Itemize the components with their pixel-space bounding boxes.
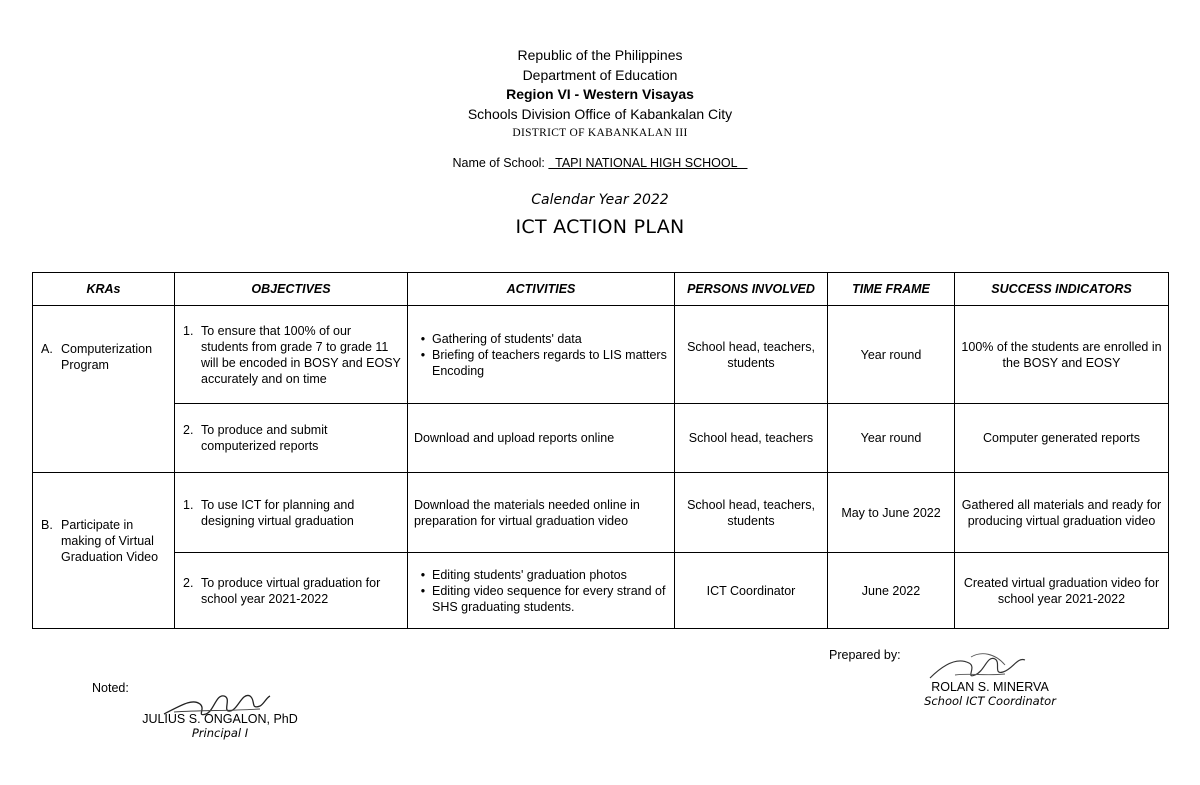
school-name: TAPI NATIONAL HIGH SCHOOL [548,156,748,170]
objective-number: 1. [183,323,194,338]
table-row [33,404,1169,473]
school-label: Name of School: [452,156,545,170]
success-cell: Gathered all materials and ready for producing virtual graduation video [955,473,1169,553]
header-district: DISTRICT OF KABANKALAN III [512,127,688,139]
document-header [0,46,1200,144]
table-row [33,553,1169,629]
objective-text: To produce virtual graduation for school year 2021-2022 [201,575,381,606]
col-header-time-frame: TIME FRAME [828,273,955,306]
table-row [33,306,1169,404]
objective-cell [175,473,408,553]
col-header-activities: ACTIVITIES [408,273,675,306]
success-cell: Computer generated reports [955,404,1169,473]
plan-title: ICT ACTION PLAN [515,216,685,238]
time-frame-cell: Year round [828,306,955,404]
col-header-persons: PERSONS INVOLVED [675,273,828,306]
kra-letter: B. [41,518,53,532]
activities-cell: Download and upload reports online [408,404,675,473]
persons-cell: ICT Coordinator [675,553,828,629]
activities-cell: Download the materials needed online in preparation for virtual graduation video [408,473,675,553]
col-header-objectives: OBJECTIVES [175,273,408,306]
header-republic: Republic of the Philippines [517,47,683,63]
objective-number: 2. [183,575,194,590]
objective-cell [175,404,408,473]
time-frame-cell: May to June 2022 [828,473,955,553]
list-item: • Editing video sequence for every strand of SHS graduating students. [420,583,666,614]
coordinator-position: School ICT Coordinator [924,694,1056,708]
list-item: • Gathering of students' data [420,331,582,346]
calendar-year: Calendar Year 2022 [531,192,669,208]
activities-cell [408,306,675,404]
header-division: Schools Division Office of Kabankalan City [467,105,733,122]
principal-name: JULIUS S. ONGALON, PhD [142,712,298,726]
success-cell: Created virtual graduation video for school year 2021-2022 [955,553,1169,629]
success-cell: 100% of the students are enrolled in the BOSY and EOSY [955,306,1169,404]
objective-cell [175,306,408,404]
principal-position: Principal I [191,726,249,740]
header-region: Region VI - Western Visayas [506,86,694,102]
school-name-line [0,156,1200,170]
table-header-row [33,273,1169,306]
persons-cell: School head, teachers, students [675,473,828,553]
action-plan-table [32,272,1169,629]
header-department: Department of Education [522,66,678,83]
objective-text: To use ICT for planning and designing virtual graduation [201,497,355,528]
list-item: • Editing students' graduation photos [420,567,627,582]
persons-cell: School head, teachers, students [675,306,828,404]
objective-text: To ensure that 100% of our students from grade 7 to grade 11 will be encoded in BOSY and EOSY accurately and on time [201,323,401,386]
col-header-kras: KRAs [33,273,175,306]
objective-text: To produce and submit computerized reports [201,423,328,453]
col-header-success: SUCCESS INDICATORS [955,273,1169,306]
objective-number: 1. [183,497,194,512]
activities-cell [408,553,675,629]
coordinator-signature-block [900,680,1080,708]
list-item: • Briefing of teachers regards to LIS matters Encoding [420,347,667,378]
coordinator-name: ROLAN S. MINERVA [931,680,1049,694]
time-frame-cell: June 2022 [828,553,955,629]
persons-cell: School head, teachers [675,404,828,473]
prepared-by-label: Prepared by: [829,648,901,662]
objective-cell [175,553,408,629]
kra-cell [33,306,175,473]
objective-number: 2. [183,423,194,437]
kra-text: Computerization Program [61,342,153,372]
kra-letter: A. [41,342,53,356]
table-row [33,473,1169,553]
noted-label: Noted: [92,681,129,695]
time-frame-cell: Year round [828,404,955,473]
principal-signature-block [120,712,320,740]
kra-cell [33,473,175,629]
kra-text: Participate in making of Virtual Graduation Video [61,518,159,564]
